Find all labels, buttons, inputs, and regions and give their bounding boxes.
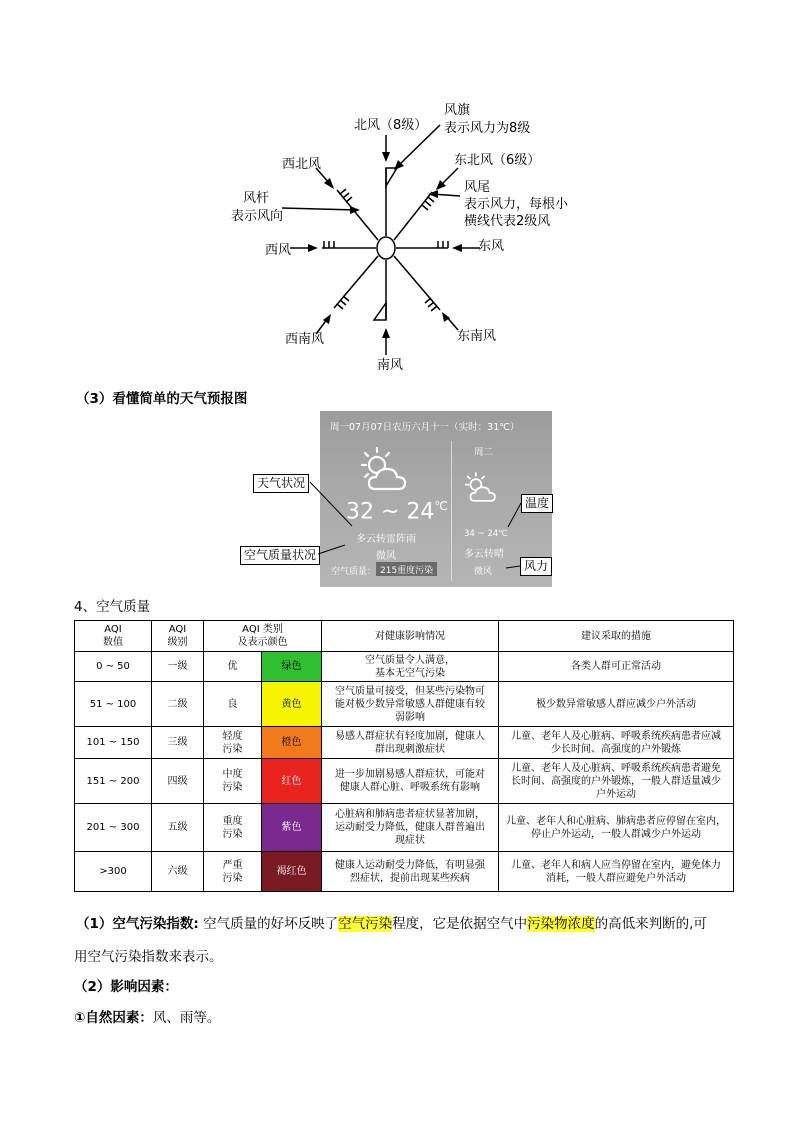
aqi-effect-cell: 进一步加剧易感人群症状，可能对 健康人群心脏、呼吸系统有影响 bbox=[322, 759, 499, 804]
aqi-value-cell: 151 ~ 200 bbox=[75, 759, 152, 804]
para-influencing-factors: （2）影响因素： bbox=[74, 979, 178, 995]
aqi-effect-cell: 空气质量可接受，但某些污染物可 能对极少数异常敏感人群健康有较 弱影响 bbox=[322, 682, 499, 727]
label-tail-desc1: 表示风力，每根小 bbox=[464, 197, 569, 212]
aqi-color-cell: 橙色 bbox=[262, 727, 322, 759]
aqi-level-cell: 三级 bbox=[152, 727, 204, 759]
forecast-header: 周一07月07日农历六月十一（实时：31℃） bbox=[330, 422, 520, 433]
aqi-level-cell: 四级 bbox=[152, 759, 204, 804]
section4-heading: 4、空气质量 bbox=[74, 599, 151, 615]
label-northeast: 东北风（6级） bbox=[454, 153, 541, 168]
aqi-category-cell: 重度 污染 bbox=[204, 804, 262, 852]
aqi-effect-cell: 易感人群症状有轻度加剧，健康人 群出现刺激症状 bbox=[322, 727, 499, 759]
label-flag-title: 风旗 bbox=[444, 103, 471, 118]
forecast-aq-label: 空气质量： bbox=[331, 567, 377, 577]
aqi-value-cell: 51 ~ 100 bbox=[75, 682, 152, 727]
highlight-pollutant-concentration: 污染物浓度 bbox=[527, 916, 595, 932]
aqi-advice-cell: 儿童、老年人和心脏病、肺病患者应停留在室内， 停止户外运动，一般人群减少户外运动 bbox=[499, 804, 734, 852]
aqi-row bbox=[75, 652, 734, 682]
para-aqi-index-title: （1）空气污染指数: bbox=[76, 916, 199, 932]
label-northwest: 西北风 bbox=[282, 157, 322, 172]
para-aqi-index-text3: 的高低来判断的,可 bbox=[594, 916, 707, 932]
label-tail-desc2: 横线代表2级风 bbox=[464, 214, 551, 229]
aqi-value-cell: 0 ~ 50 bbox=[75, 652, 152, 682]
forecast-weather: 多云转雷阵雨 bbox=[356, 534, 416, 545]
aqi-effect-cell: 健康人运动耐受力降低，有明显强 烈症状，提前出现某些疾病 bbox=[322, 852, 499, 892]
aqi-color-cell: 褐红色 bbox=[262, 852, 322, 892]
aqi-row bbox=[75, 852, 734, 892]
aqi-row bbox=[75, 727, 734, 759]
callout-weather: 天气状况 bbox=[253, 474, 309, 493]
label-west: 西风 bbox=[265, 243, 292, 258]
para-aqi-index-text2: 程度，它是依据空气中 bbox=[392, 916, 528, 932]
aqi-level-cell: 六级 bbox=[152, 852, 204, 892]
forecast-wind: 微风 bbox=[376, 551, 396, 562]
forecast-day2-temp: 34 ~ 24℃ bbox=[464, 529, 508, 539]
aqi-row bbox=[75, 804, 734, 852]
aqi-category-cell: 良 bbox=[204, 682, 262, 727]
highlight-air-pollution: 空气污染 bbox=[338, 916, 393, 932]
forecast-day2-wind: 微风 bbox=[474, 567, 493, 577]
para-natural-factors-title: ①自然因素： bbox=[74, 1010, 153, 1026]
label-east: 东风 bbox=[478, 239, 505, 254]
aqi-category-cell: 严重 污染 bbox=[204, 852, 262, 892]
aqi-table bbox=[74, 620, 734, 892]
para-aqi-index bbox=[76, 912, 707, 932]
aqi-value-cell: >300 bbox=[75, 852, 152, 892]
aqi-level-cell: 五级 bbox=[152, 804, 204, 852]
forecast-aq-value: 215重度污染 bbox=[380, 566, 434, 576]
aqi-effect-cell: 心脏病和肺病患者症状显著加剧， 运动耐受力降低，健康人群普遍出 现症状 bbox=[322, 804, 499, 852]
label-flag-desc: 表示风力为8级 bbox=[444, 121, 531, 136]
callout-aq: 空气质量状况 bbox=[240, 546, 320, 565]
aqi-value-cell: 101 ~ 150 bbox=[75, 727, 152, 759]
para-natural-factors-text: 风、雨等。 bbox=[152, 1010, 221, 1026]
aqi-color-cell: 绿色 bbox=[262, 652, 322, 682]
aqi-level-cell: 二级 bbox=[152, 682, 204, 727]
forecast-temp-unit: ℃ bbox=[434, 499, 448, 513]
aqi-category-cell: 轻度 污染 bbox=[204, 727, 262, 759]
aqi-level-cell: 一级 bbox=[152, 652, 204, 682]
aqi-row bbox=[75, 759, 734, 804]
aqi-color-cell: 黄色 bbox=[262, 682, 322, 727]
para-natural-factors bbox=[74, 1006, 220, 1026]
callout-temp: 温度 bbox=[521, 494, 553, 513]
aqi-header-effect: 对健康影响情况 bbox=[322, 621, 499, 652]
aqi-advice-cell: 儿童、老年人和病人应当停留在室内，避免体力 消耗，一般人群应避免户外活动 bbox=[499, 852, 734, 892]
aqi-header-category: AQI 类别 及表示颜色 bbox=[204, 621, 322, 652]
aqi-color-cell: 红色 bbox=[262, 759, 322, 804]
aqi-effect-cell: 空气质量令人满意， 基本无空气污染 bbox=[322, 652, 499, 682]
label-pole-title: 风杆 bbox=[243, 191, 270, 206]
aqi-advice-cell: 儿童、老年人及心脏病、呼吸系统疾病患者应减 少长时间、高强度的户外锻炼 bbox=[499, 727, 734, 759]
label-north: 北风（8级） bbox=[354, 118, 428, 133]
label-southwest: 西南风 bbox=[285, 332, 325, 347]
label-southeast: 东南风 bbox=[457, 329, 497, 344]
para-aqi-index-text1: 空气质量的好坏反映了 bbox=[198, 916, 339, 932]
label-south: 南风 bbox=[377, 358, 404, 373]
label-tail-title: 风尾 bbox=[464, 180, 491, 195]
section3-heading: （3）看懂简单的天气预报图 bbox=[76, 391, 248, 407]
aqi-header-advice: 建议采取的措施 bbox=[499, 621, 734, 652]
aqi-header-value: AQI 数值 bbox=[75, 621, 152, 652]
aqi-header-row bbox=[75, 621, 734, 652]
aqi-row bbox=[75, 682, 734, 727]
label-pole-desc: 表示风向 bbox=[231, 209, 284, 224]
forecast-day2-label: 周二 bbox=[474, 447, 494, 458]
aqi-header-level: AQI 级别 bbox=[152, 621, 204, 652]
aqi-value-cell: 201 ~ 300 bbox=[75, 804, 152, 852]
forecast-temp: 32 ~ 24℃ bbox=[346, 499, 448, 525]
aqi-category-cell: 优 bbox=[204, 652, 262, 682]
aqi-advice-cell: 各类人群可正常活动 bbox=[499, 652, 734, 682]
aqi-advice-cell: 儿童、老年人及心脏病、呼吸系统疾病患者避免 长时间、高强度的户外锻炼，一般人群适量减少 户外运动 bbox=[499, 759, 734, 804]
aqi-color-cell: 紫色 bbox=[262, 804, 322, 852]
aqi-category-cell: 中度 污染 bbox=[204, 759, 262, 804]
callout-wind: 风力 bbox=[520, 557, 552, 576]
forecast-day2-weather: 多云转晴 bbox=[464, 549, 504, 560]
para-aqi-index-line2: 用空气污染指数来表示。 bbox=[74, 949, 223, 965]
aqi-advice-cell: 极少数异常敏感人群应减少户外活动 bbox=[499, 682, 734, 727]
